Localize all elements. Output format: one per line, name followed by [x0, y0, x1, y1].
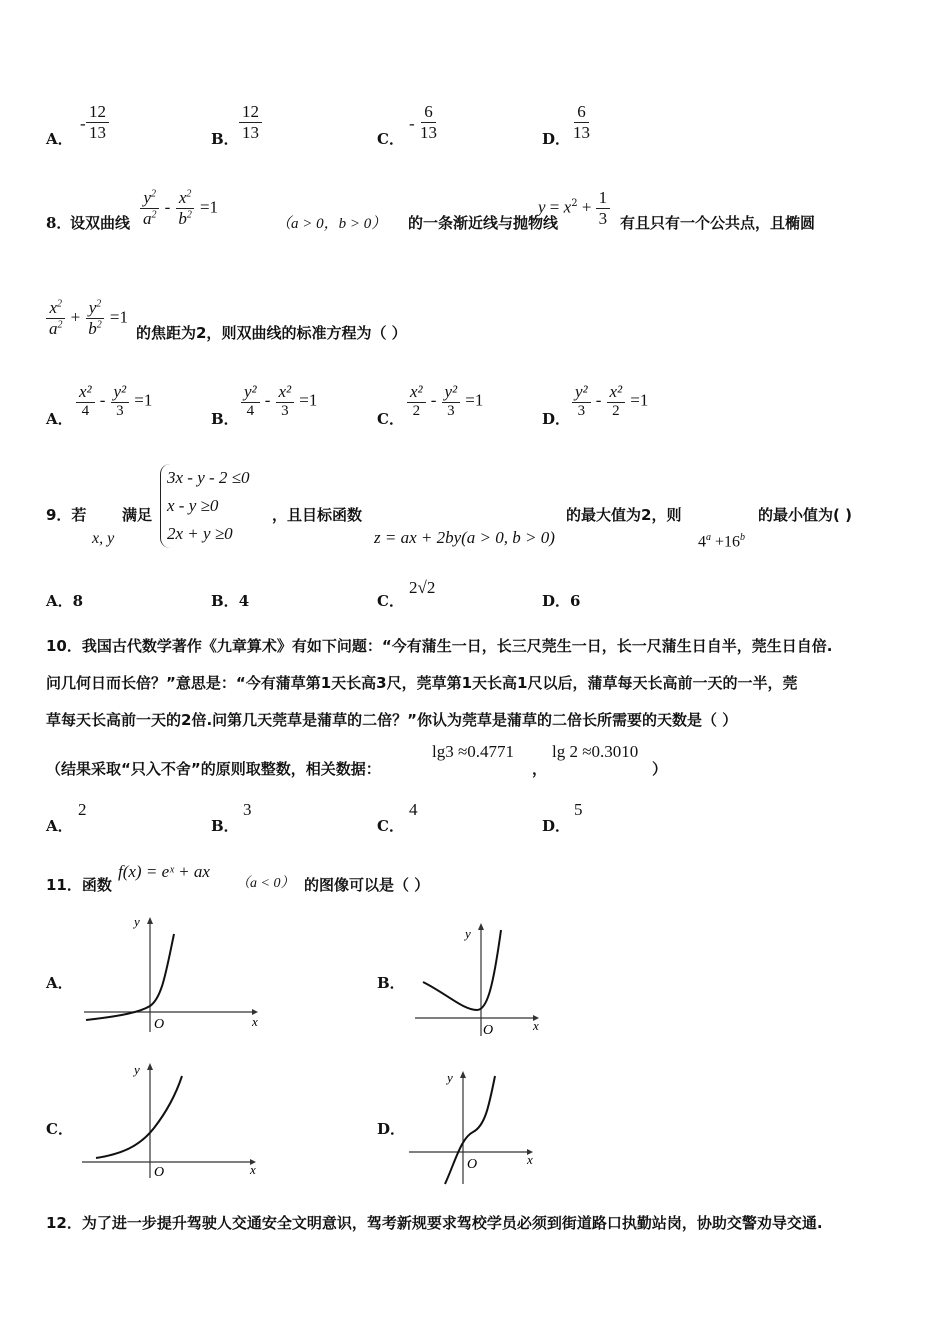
y-arrow: [147, 1063, 153, 1070]
x-label: x: [250, 1162, 256, 1177]
q11-option-c[interactable]: C． O x y: [46, 1058, 246, 1188]
constraint-system: 3x - y - 2 ≤0 x - y ≥0 2x + y ≥0: [160, 464, 250, 548]
graph-c: [78, 1058, 258, 1188]
q9-stem: 9．若 x, y 满足 3x - y - 2 ≤0 x - y ≥0 2x + y ≥0 ，且目标函数 z = ax + 2by(a > 0, b > 0) 的最大值为2，则 $4^a +16^b$ 的最小值为( ): [46, 462, 906, 557]
y-arrow: [147, 917, 153, 924]
origin-label: O: [154, 1017, 165, 1032]
origin-label: O: [483, 1023, 494, 1038]
graph-a: [82, 912, 262, 1042]
curve-b: [423, 930, 501, 1010]
x-label: x: [252, 1014, 258, 1029]
q7-options: A． - $\frac{12}{13}$ B． $\frac{12}{13}$ C． - $\frac{6}{13}$ D． $\frac{6}{13}$: [46, 102, 906, 152]
y-label: y: [447, 1070, 453, 1085]
y-label: y: [465, 926, 471, 941]
q10-line1: 10．我国古代数学著作《九章算术》有如下问题：“今有蒲生一日，长三尺莞生一日，长一尺蒲生日自半，莞生日自倍.: [46, 637, 833, 655]
origin-label: O: [154, 1165, 165, 1180]
y-arrow: [460, 1071, 466, 1078]
x-label: x: [527, 1152, 533, 1167]
fraction: $\frac{6}{13}$: [573, 102, 590, 142]
q10-line3: 草每天长高前一天的2倍.问第几天莞草是蒲草的二倍？”你认为莞草是蒲草的二倍长所需要的天数是（ ）: [46, 711, 738, 729]
x-label: x: [533, 1018, 539, 1033]
q10-options: A． 2 B． 3 C． 4 D． 5: [46, 800, 583, 835]
q9-options: A．8 B．4 C． 2√2 D．6: [46, 578, 581, 610]
q10-line2: 问几何日而长倍？”意思是：“今有蒲草第1天长高3尺，莞草第1天长高1尺以后，蒲草每天长高前一天的一半，莞: [46, 674, 798, 692]
origin-label: O: [467, 1157, 478, 1172]
y-label: y: [134, 1062, 140, 1077]
q8-options: A． $\frac{\text{x²}}{4}$ - $\frac{\text{y²}}{3}$ =1 B． $\frac{\text{y²}}{4}$ - $\frac{\text{x²}}{3}$ =1 C． $\frac{\text{x²}}{2}$ - $\frac{\text{y²}}{3}$ =1 D． $\frac{\text{y²}}{3}$ - $\frac{\text{x²}}{2}$ =1: [46, 382, 649, 428]
graph-b: [411, 918, 581, 1048]
graph-d: [405, 1066, 575, 1196]
parabola-equation: $y = x^2$ + $\frac{1}{3}$: [538, 188, 610, 228]
q9-option-d[interactable]: D．6: [542, 592, 581, 610]
q11-option-d[interactable]: D． O x y: [377, 1066, 577, 1196]
curve-a: [86, 934, 174, 1020]
q12-line1: 12．为了进一步提升驾驶人交通安全文明意识，驾考新规要求驾校学员必须到街道路口执勤站岗，协助交警劝导交通.: [46, 1214, 823, 1232]
curve-c: [96, 1076, 182, 1158]
hyperbola-equation: $\frac{y^2}{a^2}$ - $\frac{x^2}{b^2}$ =1: [140, 188, 218, 228]
fraction: $\frac{12}{13}$: [86, 102, 109, 142]
y-label: y: [134, 914, 140, 929]
q11-option-a[interactable]: A． O x y: [46, 912, 246, 1042]
q9-option-a[interactable]: A．8: [46, 592, 84, 610]
ellipse-equation: $\frac{x^2}{a^2}$ + $\frac{y^2}{b^2}$ =1: [46, 298, 128, 338]
y-arrow: [478, 923, 484, 930]
fraction: $\frac{12}{13}$: [239, 102, 262, 142]
q11-option-b[interactable]: B． O x y: [377, 918, 577, 1048]
expression-4a-16b: $4^a +16^b$: [698, 532, 746, 551]
fraction: $\frac{6}{13}$: [420, 102, 437, 142]
q9-option-b[interactable]: B．4: [211, 592, 250, 610]
